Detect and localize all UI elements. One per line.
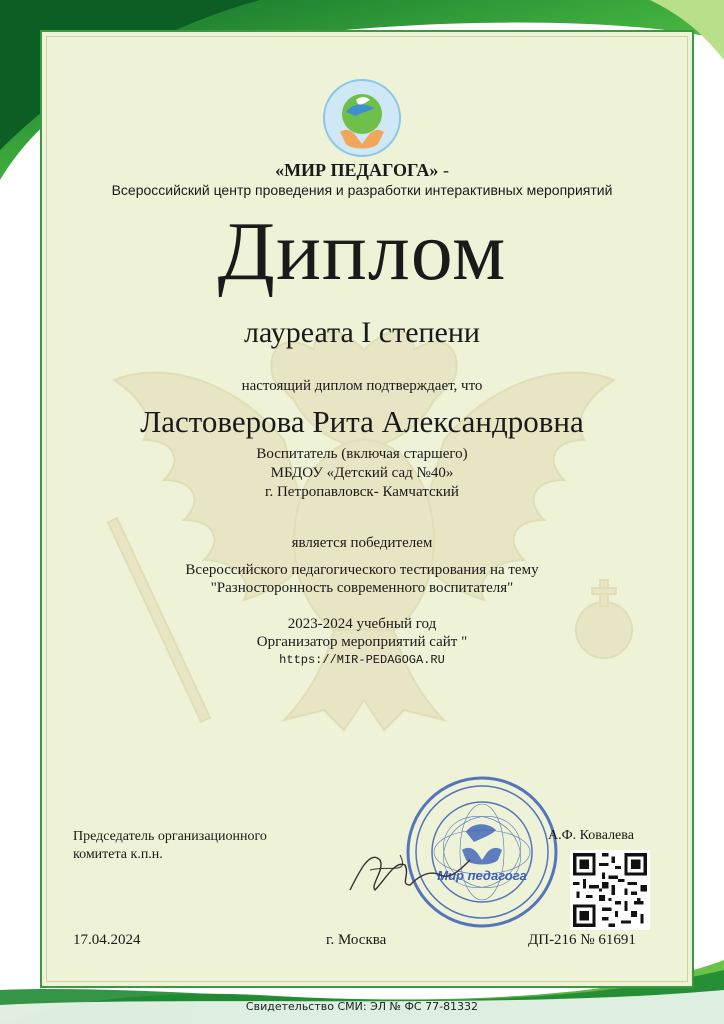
signer-name: А.Ф. Ковалева: [548, 828, 634, 843]
organization-title: [0, 160, 724, 181]
stamp-text: Мир педагога: [437, 868, 527, 883]
organizer-site-link[interactable]: https://MIR-PEDAGOGA.RU: [279, 653, 445, 667]
issue-city: г. Москва: [326, 932, 387, 948]
mir-pedagoga-logo-icon: [322, 78, 402, 158]
recipient-position: Воспитатель (включая старшего): [256, 446, 468, 462]
event-line-2: "Разносторонность современного воспитателя": [210, 580, 514, 596]
winner-text: является победителем: [291, 535, 433, 551]
chair-line-1: Председатель организационного: [73, 829, 267, 844]
organizer-text: Организатор мероприятий сайт ": [256, 634, 468, 650]
signature-icon: [340, 830, 480, 900]
qr-code-icon[interactable]: [570, 850, 650, 930]
organization-subtitle: Всероссийский центр проведения и разработки интерактивных мероприятий: [111, 182, 613, 198]
confirms-text: настоящий диплом подтверждает, что: [241, 378, 483, 394]
diploma-number: ДП-216 № 61691: [528, 932, 636, 948]
organization-dash: -: [438, 160, 449, 180]
recipient-name: Ластоверова Рита Александровна: [140, 404, 584, 439]
issue-date: 17.04.2024: [73, 932, 141, 948]
eagle-watermark-icon: [84, 290, 644, 750]
chair-line-2: комитета к.п.н.: [73, 847, 163, 862]
recipient-city: г. Петропавловск- Камчатский: [265, 484, 459, 500]
event-line-1: Всероссийского педагогического тестирования на тему: [185, 562, 539, 578]
media-certificate: Свидетельство СМИ: ЭЛ № ФС 77-81332: [245, 1000, 479, 1013]
recipient-institution: МБДОУ «Детский сад №40»: [270, 465, 454, 481]
diploma-degree: лауреата I степени: [244, 316, 480, 349]
academic-year: 2023-2024 учебный год: [287, 616, 437, 632]
diploma-title: Диплом: [217, 205, 507, 298]
organization-name: «МИР ПЕДАГОГА»: [275, 160, 439, 180]
chair-title: [73, 828, 333, 864]
